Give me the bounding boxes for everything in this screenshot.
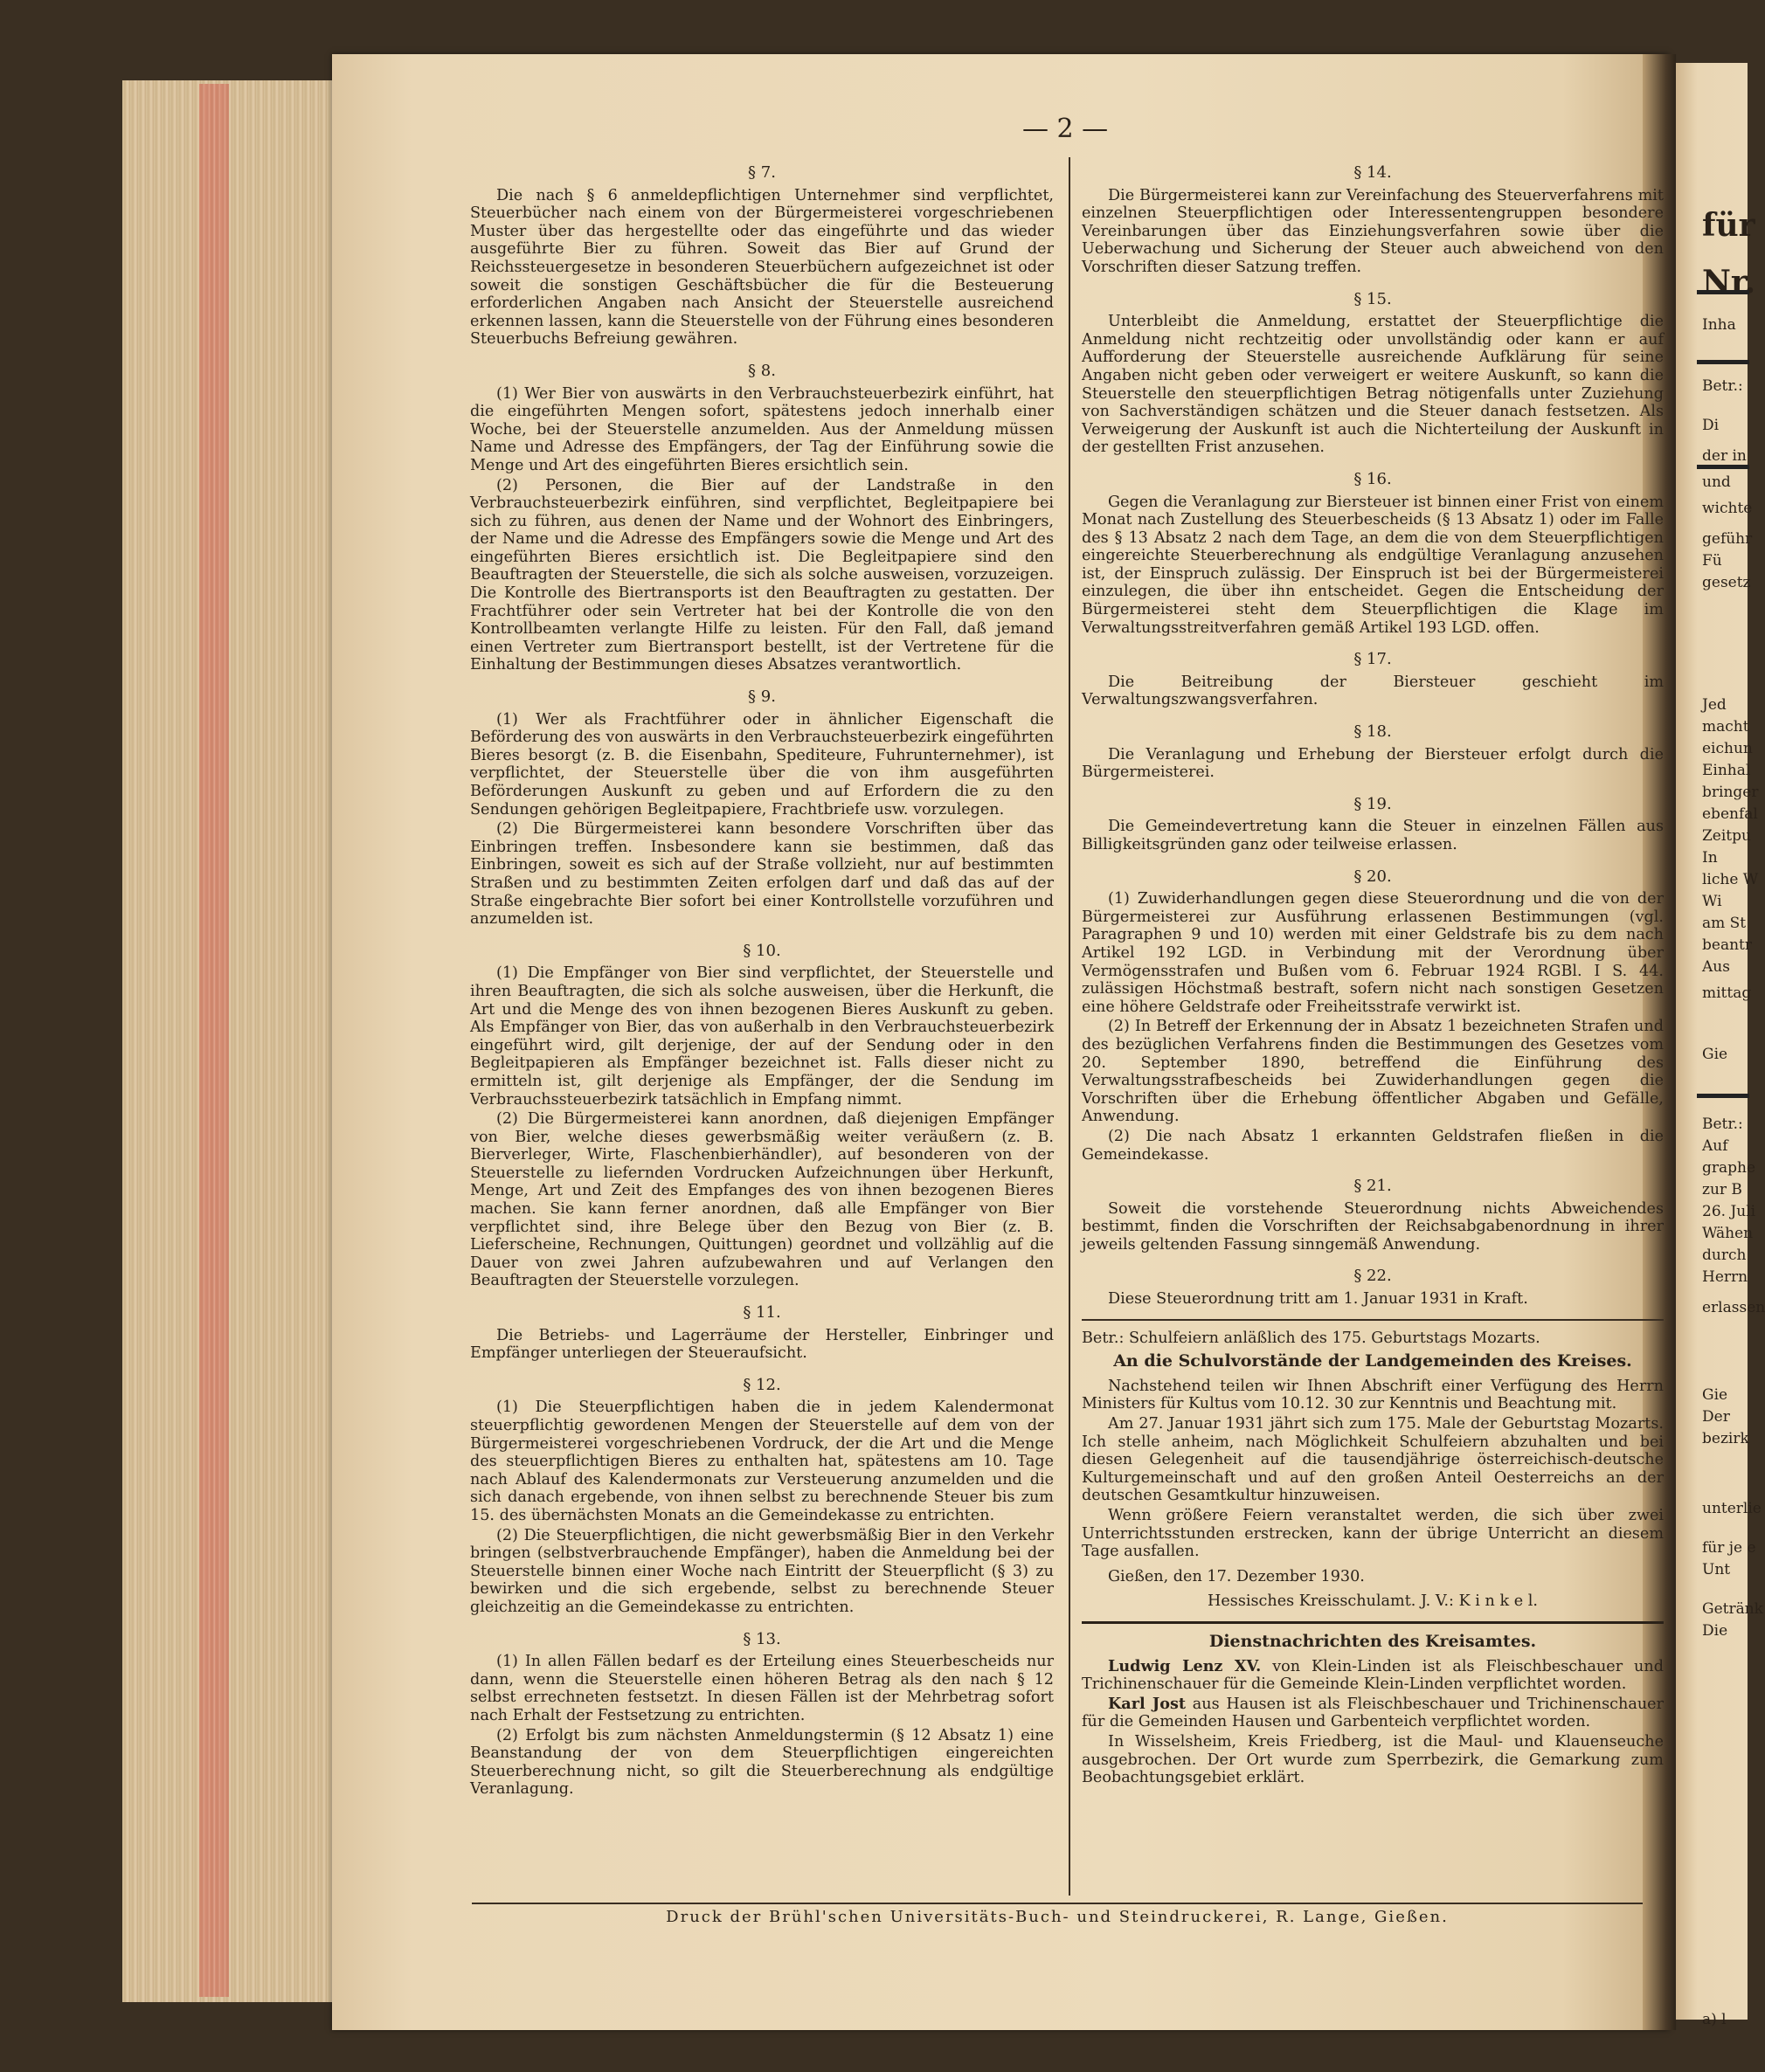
section-rule (1082, 1319, 1664, 1321)
page-number: — 2 — (1022, 114, 1109, 144)
notice-heading: An die Schulvorstände der Landgemeinden des Kreises. (1113, 1351, 1632, 1371)
section-paragraph: (1) Wer als Frachtführer oder in ähnlicher Eigenschaft die Beförderung des von auswärts in den Verbrauchsteuerbezirk eingeführten Bieres besorgt (z. B. die Eisenbahn, Spediteure, Fuhrunternehmer), ist verpflichtet, der Steuerstelle über die von ihm ausgeführten Beförderungen Auskunft zu geben und auf Erfordern die zu den Sendungen gehörigen Begleitpapiere, Frachtbriefe usw. vorzulegen. (470, 710, 1054, 818)
next-page-text: Nr. (1702, 264, 1756, 300)
section-paragraph: (2) Die Bürgermeisterei kann besondere Vorschriften über das Einbringen treffen. Insbesondere kann sie bestimmen, daß das Einbringen, soweit es sich auf der Straße vollzieht, nur auf bestimmten Straßen und zu bestimmten Zeiten erfolgen darf und daß das auf der Straße eingebrachte Bier sofort bei einer Kontrollstelle vorzuführen und anzumelden ist. (470, 820, 1054, 929)
section-paragraph: Gegen die Veranlagung zur Biersteuer ist binnen einer Frist von einem Monat nach Zustellung des Steuerbescheids (§ 13 Absatz 1) oder im Falle des § 13 Absatz 2 nach dem Tage, an dem die von dem Steuerpflichtigen eingereichte Steuerberechnung als endgültige Veranlagung anzusehen ist, der Einspruch zulässig. Der Einspruch ist bei der Bürgermeisterei einzulegen, die über ihn entscheidet. Gegen die Entscheidung der Bürgermeisterei steht dem Steuerpflichtigen die Klage im Verwaltungsstreitverfahren gemäß Artikel 193 LGD. offen. (1082, 493, 1664, 637)
next-page-text: mittag (1702, 984, 1752, 1002)
notice-signature: Hessisches Kreisschulamt. J. V.: K i n k e l. (1208, 1592, 1538, 1611)
left-column (470, 164, 1054, 1800)
next-page-text: zur B (1702, 1181, 1742, 1198)
right-column (1082, 164, 1664, 1789)
next-page-text: Fü (1702, 552, 1722, 570)
section-paragraph: (1) Zuwiderhandlungen gegen diese Steuerordnung und die von der Bürgermeisterei zur Ausführung erlassenen Bestimmungen (vgl. Paragraphen 9 und 10) werden mit einer Geldstrafe bis zu dem nach Artikel 192 LGD. in Verbindung mit der Verordnung über Vermögensstrafen und Bußen vom 6. Februar 1924 RGBl. I S. 44. zulässigen Höchstmaß bestraft, sofern nicht nach sonstigen Gesetzen eine höhere Geldstrafe oder Freiheitsstrafe verwirkt ist. (1082, 890, 1664, 1016)
notice-subject: Betr.: Schulfeiern anläßlich des 175. Geburtstags Mozarts. (1082, 1329, 1540, 1347)
next-page-text: a) l (1702, 2011, 1727, 2028)
next-page-text: Aus (1702, 958, 1730, 976)
next-page-text: 26. Juli (1702, 1203, 1756, 1220)
notice-place-date: Gießen, den 17. Dezember 1930. (1108, 1567, 1365, 1585)
section-number: § 10. (743, 941, 781, 960)
section-paragraph: Diese Steuerordnung tritt am 1. Januar 1931 in Kraft. (1108, 1290, 1528, 1309)
section-paragraph: Die nach § 6 anmeldepflichtigen Unternehmer sind verpflichtet, Steuerbücher nach einem von der Bürgermeisterei vorgeschriebenen Muster über das hergestellte oder das eingeführte und das wieder ausgeführte Bier zu führen. Soweit das Bier auf Grund der Reichssteuergesetze in besonderen Steuerbüchern aufgezeichnet ist oder soweit die sonstigen Geschäftsbücher die für die Besteuerung erforderlichen Angaben nach Ansicht der Steuerstelle ausreichend erkennen lassen, kann die Steuerstelle von der Führung eines besonderen Steuerbuchs Befreiung gewähren. (470, 186, 1054, 349)
book-edge-red-band (199, 84, 229, 1997)
section-paragraph: Die Betriebs- und Lagerräume der Hersteller, Einbringer und Empfänger unterliegen der Steueraufsicht. (470, 1326, 1054, 1363)
notice-mozart (1082, 1330, 1664, 1611)
section-paragraph: (2) Die nach Absatz 1 erkannten Geldstrafen fließen in die Gemeindekasse. (1082, 1127, 1664, 1164)
section-number: § 18. (1353, 722, 1392, 742)
column-divider (1069, 157, 1070, 1896)
section-paragraph: (2) Die Bürgermeisterei kann anordnen, daß diejenigen Empfänger von Bier, welche dieses gewerbsmäßig weiter veräußern (z. B. Bierverleger, Wirte, Flaschenbierhändler), auf besonderen von der Steuerstelle zu liefernden Vordrucken Aufzeichnungen über Herkunft, Menge, Art und Zeit des Empfanges des von ihnen bezogenen Bieres machen. Sie kann ferner anordnen, daß alle Empfänger von Bier verpflichtet sind, ihre Belege über den Bezug von Bier (z. B. Lieferscheine, Rechnungen, Quittungen) geordnet und vollzählig auf die Dauer von zwei Jahren aufzubewahren und auf Verlangen den Beauftragten der Steuerstelle vorzulegen. (470, 1110, 1054, 1290)
next-page-text: durch (1702, 1247, 1747, 1264)
section-paragraph: (1) Die Steuerpflichtigen haben die in jedem Kalendermonat steuerpflichtig gewordenen Mengen der Steuerstelle auf dem von der Bürgermeisterei vorgeschriebenen Vordruck, der die Art und die Menge des steuerpflichtigen Bieres zu enthalten hat, spätestens am 10. Tage nach Ablauf des Kalendermonats zur Versteuerung anzumelden und die sich danach ergebende, von ihnen selbst zu berechnende Steuer bis zum 15. des übernächsten Monats an die Gemeindekasse zu entrichten. (470, 1399, 1054, 1524)
section-paragraph: (2) Personen, die Bier auf der Landstraße in den Verbrauchsteuerbezirk einführen, sind verpflichtet, Begleitpapiere bei sich zu führen, aus denen der Name und der Wohnort des Einbringers, der Name und die Adresse des Empfängers sowie die Menge und Art des eingeführten Bieres ersichtlich ist. Die Begleitpapiere sind den Beauftragten der Steuerstelle, die sich als solche ausweisen, vorzuzeigen. Die Kontrolle des Biertransports ist den Beauftragten zu gestatten. Der Frachtführer oder sein Vertreter hat bei der Kontrolle die von den Kontrollbeamten verlangte Hilfe zu leisten. Für den Fall, daß jemand einen Vertreter zum Biertransport bestellt, ist der Vertretene für die Einhaltung der Bestimmungen dieses Absatzes verantwortlich. (470, 476, 1054, 674)
next-page-text: für (1702, 207, 1755, 244)
section-number: § 19. (1353, 794, 1392, 813)
section-paragraph: Soweit die vorstehende Steuerordnung nichts Abweichendes bestimmt, finden die Vorschriften der Reichsabgabenordnung in ihrer jeweils geltenden Fassung sinngemäß Anwendung. (1082, 1199, 1664, 1254)
section-rule-thick (1082, 1621, 1664, 1624)
printer-imprint: Druck der Brühl'schen Universitäts-Buch- und Steindruckerei, R. Lange, Gießen. (666, 1908, 1449, 1926)
section-number: § 8. (748, 361, 776, 380)
section-paragraph: (1) Wer Bier von auswärts in den Verbrauchsteuerbezirk einführt, hat die eingeführten Mengen sofort, spätestens jedoch innerhalb einer Woche, bei der Steuerstelle anzumelden. Aus der Anmeldung müssen Name und Adresse des Empfängers, der Tag der Einführung sowie die Menge und Art des eingeführten Bieres ersichtlich sein. (470, 384, 1054, 474)
dienst-text: von Klein-Linden ist als Fleischbeschauer und Trichinenschauer für die Gemeinde Klein-Linden verpflichtet worden. (1082, 1657, 1664, 1694)
dienst-item (1082, 1658, 1664, 1694)
book-page-edges (122, 80, 339, 2002)
right-sections (1082, 164, 1664, 1309)
next-page-text: und (1702, 473, 1731, 491)
section-paragraph: (2) Erfolgt bis zum nächsten Anmeldungstermin (§ 12 Absatz 1) eine Beanstandung der von dem Steuerpflichtigen eingereichten Steuerberechnung nicht, so gilt die Steuerberechnung als endgültige Veranlagung. (470, 1726, 1054, 1799)
next-page-text: eichun (1702, 740, 1753, 757)
notice-paragraph: Am 27. Januar 1931 jährt sich zum 175. Male der Geburtstag Mozarts. Ich stelle anheim, nach Möglichkeit Schulfeiern abzuhalten und bei diesen Gelegenheit auf die tausendjährige österreichisch-deutsche Kulturgemeinschaft und auf den großen Anteil Oesterreichs an der deutschen Gesamtkultur hinzuweisen. (1082, 1415, 1664, 1505)
next-page-text: In (1702, 849, 1718, 867)
next-page-text: Betr.: (1702, 1115, 1743, 1133)
next-page-text: Einhal (1702, 762, 1751, 779)
section-number: § 9. (748, 687, 776, 707)
next-page-text: Gie (1702, 1046, 1728, 1063)
next-page-text: bringer (1702, 784, 1759, 801)
dienst-heading: Dienstnachrichten des Kreisamtes. (1208, 1631, 1537, 1651)
next-page-fragment (1676, 63, 1765, 2028)
section-paragraph: Unterbleibt die Anmeldung, erstattet der Steuerpflichtige die Anmeldung nicht rechtzeitig oder unvollständig oder kann er auf Aufforderung der Steuerstelle ausreichende Aufklärung für seine Angaben nicht geben oder verweigert er weitere Auskunft, so kann die Steuerstelle den steuerpflichtigen Betrag nötigenfalls unter Zuziehung von Sachverständigen schätzen und die Steuer danach festsetzen. Als Verweigerung der Auskunft ist auch die Nichterteilung der Auskunft in der gestellten Frist anzusehen. (1082, 313, 1664, 457)
section-paragraph: (1) Die Empfänger von Bier sind verpflichtet, der Steuerstelle und ihren Beauftragten, die sich als solche ausweisen, über die Herkunft, die Art und die Menge des von ihnen bezogenen Bieres Auskunft zu geben. Als Empfänger von Bier, das von außerhalb in den Verbrauchsteuerbezirk eingeführt wird, gilt derjenige, der auf der Sendung oder in den Begleitpapieren als Empfänger bezeichnet ist. Falls dieser nicht zu ermitteln ist, gilt derjenige als Empfänger, der die Sendung im Verbrauchssteuerbezirk tatsächlich in Empfang nimmt. (470, 964, 1054, 1109)
next-page-text: Betr.: (1702, 377, 1743, 395)
next-page-rule (1697, 1094, 1749, 1098)
next-page-text: Inha (1702, 316, 1736, 334)
next-page-text: Zeitpu (1702, 827, 1751, 845)
next-page-text: beantr (1702, 936, 1752, 954)
section-paragraph: Die Gemeindevertretung kann die Steuer in einzelnen Fällen aus Billigkeitsgründen ganz oder teilweise erlassen. (1082, 818, 1664, 853)
section-number: § 16. (1353, 469, 1392, 488)
next-page-rule (1697, 290, 1749, 294)
next-page-text: Wähen (1702, 1225, 1754, 1242)
next-page-text: liche W (1702, 871, 1759, 888)
next-page-rule (1697, 465, 1749, 469)
next-page-text: erlassen (1702, 1299, 1765, 1316)
next-page-text: Die (1702, 1622, 1728, 1640)
next-page-text: geführ (1702, 530, 1753, 548)
next-page-text: für je e (1702, 1539, 1756, 1557)
dienst-item (1082, 1696, 1664, 1731)
dienst-text: In Wisselsheim, Kreis Friedberg, ist die Maul- und Klauenseuche ausgebrochen. Der Ort wurde zum Sperrbezirk, die Gemarkung zum Beobachtungsgebiet erklärt. (1082, 1732, 1664, 1787)
next-page-text: Auf (1702, 1137, 1728, 1155)
next-page-text: Gie (1702, 1386, 1728, 1404)
section-paragraph: Die Veranlagung und Erhebung der Biersteuer erfolgt durch die Bürgermeisterei. (1082, 745, 1664, 782)
notice-paragraph: Nachstehend teilen wir Ihnen Abschrift einer Verfügung des Herrn Ministers für Kultus vom 10.12. 30 zur Kenntnis und Beachtung mit. (1082, 1377, 1664, 1413)
section-paragraph: (2) Die Steuerpflichtigen, die nicht gewerbsmäßig Bier in den Verkehr bringen (selbstverbrauchende Empfänger), haben die Anmeldung bei der Steuerstelle binnen einer Woche nach Eintritt der Steuerpflicht (§ 3) zu bewirken und die sich ergebende, selbst zu berechnende Steuer gleichzeitig an die Gemeindekasse zu entrichten. (470, 1526, 1054, 1616)
dienst-text: aus Hausen ist als Fleischbeschauer und Trichinenschauer für die Gemeinden Hausen und Garbenteich verpflichtet worden. (1082, 1695, 1664, 1731)
section-number: § 11. (743, 1303, 781, 1323)
notice-dienstnachrichten (1082, 1633, 1664, 1787)
next-page-text: unterlie (1702, 1500, 1762, 1517)
next-page-text: ebenfal (1702, 805, 1758, 823)
section-number: § 21. (1353, 1177, 1392, 1196)
dienst-name: Karl Jost (1108, 1694, 1187, 1713)
section-number: § 20. (1353, 867, 1392, 886)
next-page-text: graphe (1702, 1159, 1756, 1177)
section-number: § 22. (1353, 1267, 1392, 1286)
section-number: § 17. (1353, 650, 1392, 669)
section-number: § 12. (743, 1375, 781, 1394)
next-page-text: Unt (1702, 1561, 1731, 1578)
section-number: § 14. (1353, 163, 1392, 182)
next-page-text: Di (1702, 417, 1720, 434)
section-number: § 7. (748, 163, 776, 182)
next-page-text: der in (1702, 447, 1747, 465)
next-page-text: am St (1702, 915, 1747, 932)
next-page-text: gesetz (1702, 574, 1751, 591)
section-number: § 13. (743, 1629, 781, 1648)
section-number: § 15. (1353, 289, 1392, 308)
next-page-text: wichte (1702, 500, 1753, 517)
next-page-text: Jed (1702, 696, 1727, 714)
next-page-text: bezirk (1702, 1430, 1749, 1447)
next-page-text: Der (1702, 1408, 1730, 1426)
dienst-item (1082, 1733, 1664, 1787)
footer-rule (472, 1903, 1643, 1904)
section-paragraph: Die Bürgermeisterei kann zur Vereinfachung des Steuerverfahrens mit einzelnen Steuerpflichtigen oder Interessentengruppen besondere Vereinbarungen über das Einziehungsverfahren sowie über die Ueberwachung und Sicherung der Steuer auch abweichend von den Vorschriften dieser Satzung treffen. (1082, 186, 1664, 276)
next-page-text: Herrn (1702, 1268, 1748, 1286)
section-paragraph: (1) In allen Fällen bedarf es der Erteilung eines Steuerbescheids nur dann, wenn die Steuerstelle einen höheren Betrag als den nach § 12 selbst errechneten festsetzt. In diesen Fällen ist der Mehrbetrag sofort nach Erhalt der Festsetzung zu entrichten. (470, 1653, 1054, 1724)
next-page-text: macht (1702, 718, 1749, 736)
notice-paragraph: Wenn größere Feiern veranstaltet werden, die sich über zwei Unterrichtsstunden erstrecken, kann der übrige Unterricht an diesem Tage ausfallen. (1082, 1507, 1664, 1561)
section-paragraph: Die Beitreibung der Biersteuer geschieht im Verwaltungszwangsverfahren. (1082, 673, 1664, 709)
dienst-name: Ludwig Lenz XV. (1108, 1656, 1262, 1675)
next-page-rule (1697, 360, 1749, 364)
next-page-text: Getränk (1702, 1600, 1763, 1618)
next-page-text: Wi (1702, 893, 1722, 910)
section-paragraph: (2) In Betreff der Erkennung der in Absatz 1 bezeichneten Strafen und des bezüglichen Verfahrens finden die Bestimmungen des Gesetzes vom 20. September 1890, betreffend die Einführung des Verwaltungsstrafbescheids bei Zuwiderhandlungen gegen die Vorschriften über die Erhebung öffentlicher Abgaben und Gefälle, Anwendung. (1082, 1018, 1664, 1126)
